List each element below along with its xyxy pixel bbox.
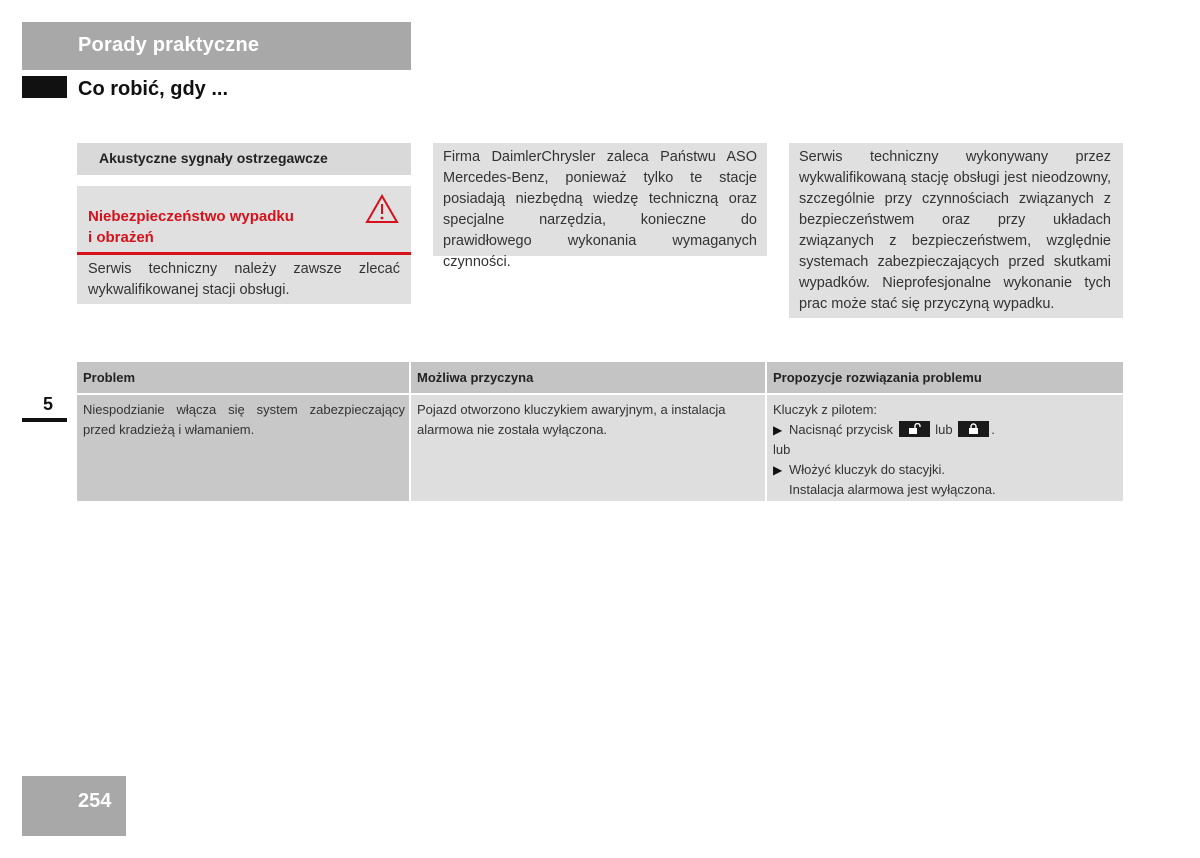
bullet-arrow-icon: ▶ bbox=[773, 462, 783, 477]
page-number: 254 bbox=[78, 790, 112, 812]
chapter-number bbox=[22, 394, 67, 416]
step1-or: lub bbox=[935, 421, 953, 437]
warning-signals-heading-box bbox=[77, 143, 411, 175]
warning-text: Serwis techniczny należy zawsze zlecać wykwalifikowanej stacji obsługi. bbox=[88, 261, 400, 298]
step2-note: Instalacja alarmowa jest wyłączona. bbox=[789, 482, 996, 497]
chapter-number-label: 5 bbox=[43, 394, 54, 414]
chapter-marker-bar bbox=[22, 418, 67, 422]
warning-divider bbox=[77, 252, 411, 255]
page-title: Co robić, gdy ... bbox=[78, 78, 229, 100]
solution-intro: Kluczyk z pilotem: bbox=[773, 402, 878, 417]
page-number-box bbox=[22, 776, 126, 836]
dealer-recommendation-box bbox=[433, 143, 767, 270]
warning-signals-heading: Akustyczne sygnały ostrzegawcze bbox=[99, 150, 328, 166]
warning-box bbox=[77, 186, 411, 304]
problem-text: Niespodzianie włącza się system zabezpieczający przed kradzieżą i włamaniem. bbox=[83, 402, 405, 437]
step2-text: Włożyć kluczyk do stacyjki. bbox=[789, 461, 946, 477]
bullet-arrow-icon: ▶ bbox=[773, 422, 783, 437]
dealer-recommendation-text: Firma DaimlerChrysler zaleca Państwu ASO Mercedes-Benz, ponieważ tylko te stacje posiadają niezbędną wiedzę techniczną oraz specjalne narzędzia, konieczne do prawidłowego wykonania wymaganych czynności. bbox=[443, 149, 757, 270]
table-header-solution bbox=[767, 362, 1123, 393]
step1-suffix: . bbox=[991, 421, 995, 437]
warning-title-line1: Niebezpieczeństwo wypadku bbox=[88, 208, 294, 225]
header-label: Propozycje rozwiązania problemu bbox=[773, 370, 982, 385]
table-header-cause bbox=[411, 362, 765, 393]
unlock-key-icon bbox=[899, 421, 930, 437]
warning-triangle-icon bbox=[365, 194, 399, 224]
header-label: Możliwa przyczyna bbox=[417, 370, 534, 385]
service-note-box bbox=[789, 143, 1123, 318]
solution-content bbox=[773, 400, 996, 500]
table-header-problem bbox=[77, 362, 409, 393]
solution-or: lub bbox=[773, 442, 791, 457]
table-cell-cause bbox=[411, 395, 765, 501]
table-cell-problem bbox=[77, 395, 409, 501]
troubleshooting-table bbox=[77, 362, 1123, 501]
service-note-text: Serwis techniczny wykonywany przez wykwalifikowaną stację obsługi jest nieodzowny, szczególnie przy czynnościach związanych z bezpieczeństwem oraz przy układach związanych z bezpieczeństwem, względnie systemach zabezpieczających przed skutkami wypadków. Nieprofesjonalne wykonanie tych prac może stać się przyczyną wypadku. bbox=[799, 149, 1111, 312]
lock-key-icon bbox=[958, 421, 989, 437]
solution-step-2 bbox=[773, 460, 996, 481]
cause-text: Pojazd otworzono kluczykiem awaryjnym, a instalacja alarmowa nie została wyłączona. bbox=[417, 402, 726, 437]
solution-step-1 bbox=[773, 420, 996, 441]
section-title: Porady praktyczne bbox=[78, 34, 260, 56]
warning-title bbox=[88, 206, 328, 248]
title-marker bbox=[22, 76, 67, 98]
header-label: Problem bbox=[83, 370, 136, 385]
table-cell-solution bbox=[767, 395, 1123, 501]
step1-prefix: Nacisnąć przycisk bbox=[789, 421, 894, 437]
warning-title-line2: i obrażeń bbox=[88, 229, 154, 246]
